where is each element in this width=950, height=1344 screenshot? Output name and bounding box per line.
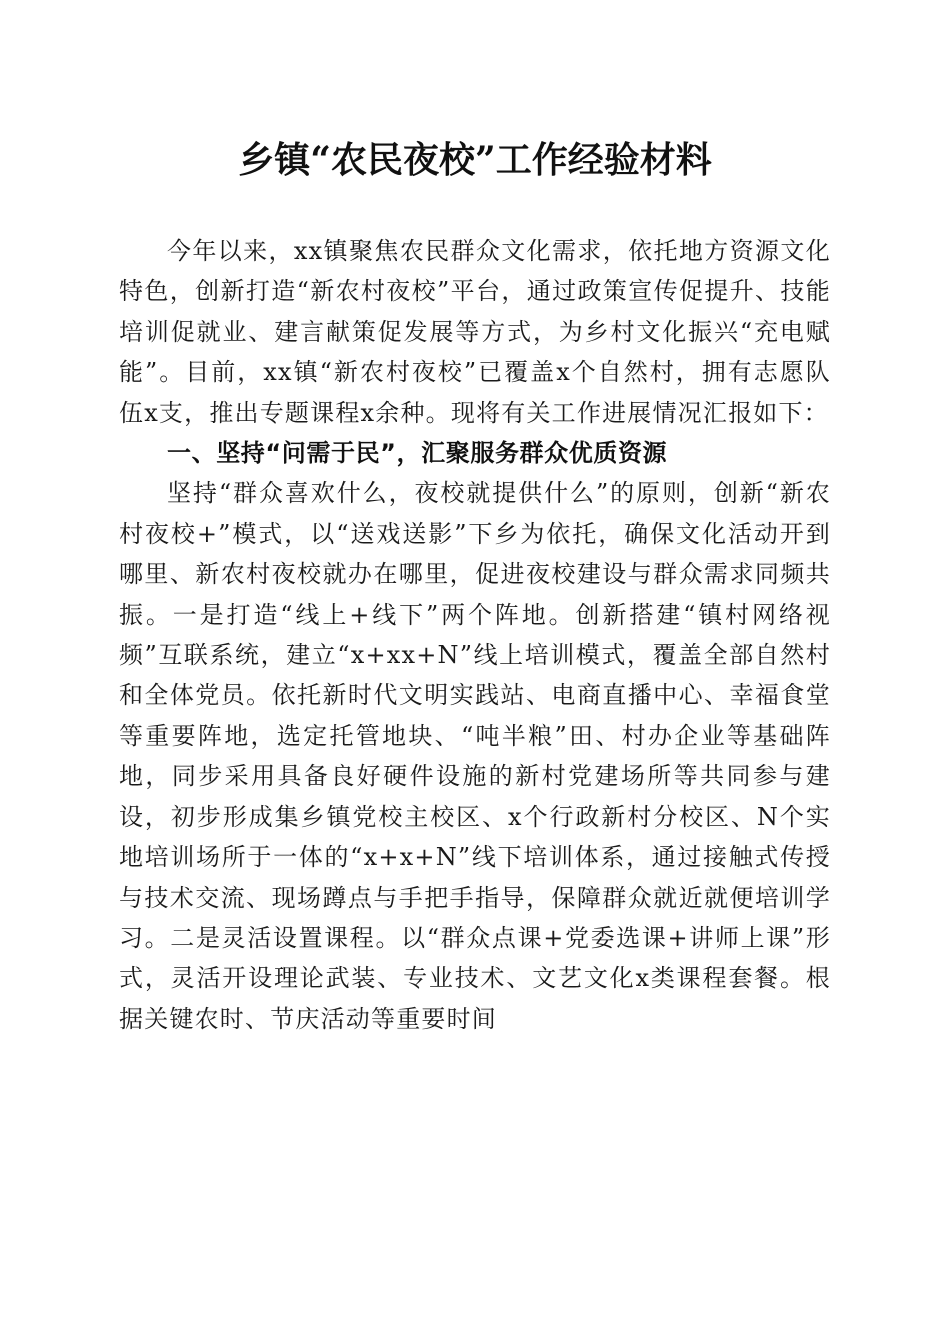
section-heading-1: 一、坚持“问需于民”，汇聚服务群众优质资源 (167, 439, 668, 468)
document-title: 乡镇“农民夜校”工作经验材料 (238, 139, 712, 181)
intro-paragraph: 今年以来，xx镇聚焦农民群众文化需求，依托地方资源文化特色，创新打造“新农村夜校”平台，通过政策宣传促提升、技能培训促就业、建言献策促发展等方式，为乡村文化振兴“充电赋能”。目前，xx镇“新农村夜校”已覆盖x个自然村，拥有志愿队伍x支，推出专题课程x余种。现将有关工作进展情况汇报如下： (119, 237, 831, 427)
document-body (119, 231, 831, 1039)
section-1-paragraph: 坚持“群众喜欢什么，夜校就提供什么”的原则，创新“新农村夜校+”模式，以“送戏送影”下乡为依托，确保文化活动开到哪里、新农村夜校就办在哪里，促进夜校建设与群众需求同频共振。一是打造“线上+线下”两个阵地。创新搭建“镇村网络视频”互联系统，建立“x+xx+N”线上培训模式，覆盖全部自然村和全体党员。依托新时代文明实践站、电商直播中心、幸福食堂等重要阵地，选定托管地块、“吨半粮”田、村办企业等基础阵地，同步采用具备良好硬件设施的新村党建场所等共同参与建设，初步形成集乡镇党校主校区、x个行政新村分校区、N个实地培训场所于一体的“x+x+N”线下培训体系，通过接触式传授与技术交流、现场蹲点与手把手指导，保障群众就近就便培训学习。二是灵活设置课程。以“群众点课+党委选课+讲师上课”形式，灵活开设理论武装、专业技术、文艺文化x类课程套餐。根据关键农时、节庆活动等重要时间 (119, 479, 831, 1033)
